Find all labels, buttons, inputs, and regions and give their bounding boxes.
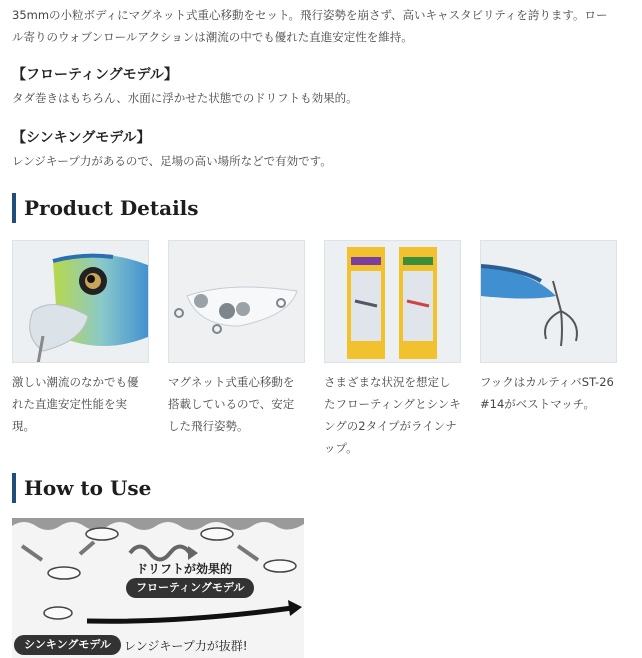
how-to-use-diagram xyxy=(12,518,304,658)
product-card-2 xyxy=(168,240,305,437)
packages-image xyxy=(324,240,461,363)
sinking-model-text: レンジキープ力があるので、足場の高い場所などで有効です。 xyxy=(12,154,332,168)
how-to-use-title: How to Use xyxy=(24,476,152,500)
intro-line-2: ル寄りのウォブンロールアクションは潮流の中でも優れた直進安定性を維持。 xyxy=(12,30,413,44)
floating-model-text: タダ巻きはもちろん、水面に浮かせた状態でのドリフトも効果的。 xyxy=(12,91,358,105)
floating-model-heading: 【フローティングモデル】 xyxy=(12,67,178,83)
heading-accent-bar xyxy=(12,193,16,223)
drift-label: ドリフトが効果的 xyxy=(136,562,233,576)
hook-closeup-image xyxy=(480,240,617,363)
product-caption-3: さまざまな状況を想定したフローティングとシンキングの2タイプがラインナップ。 xyxy=(324,375,461,455)
product-details-title: Product Details xyxy=(24,196,199,220)
product-card-1 xyxy=(12,240,149,437)
product-card-4 xyxy=(480,240,617,415)
product-details-heading xyxy=(12,192,199,224)
heading-accent-bar-2 xyxy=(12,473,16,503)
product-caption-1: 激しい潮流のなかでも優れた直進安定性能を実現。 xyxy=(12,375,139,433)
sinking-model-badge: シンキングモデル xyxy=(14,635,121,655)
intro-paragraph xyxy=(12,4,632,48)
sinking-model-heading: 【シンキングモデル】 xyxy=(12,130,151,146)
intro-line-1: 35mmの小粒ボディにマグネット式重心移動をセット。飛行姿勢を崩さず、高いキャスタビリティを誇ります。ロー xyxy=(12,8,608,22)
product-caption-4: フックはカルティバST-26 #14がベストマッチ。 xyxy=(480,375,614,411)
floating-model-badge: フローティングモデル xyxy=(126,578,254,598)
magnet-system-image xyxy=(168,240,305,363)
how-to-use-heading xyxy=(12,472,151,504)
product-card-3 xyxy=(324,240,461,459)
lure-closeup-image xyxy=(12,240,149,363)
product-caption-2: マグネット式重心移動を搭載しているので、安定した飛行姿勢。 xyxy=(168,375,295,433)
range-keep-label: レンジキープ力が抜群! xyxy=(124,639,248,653)
